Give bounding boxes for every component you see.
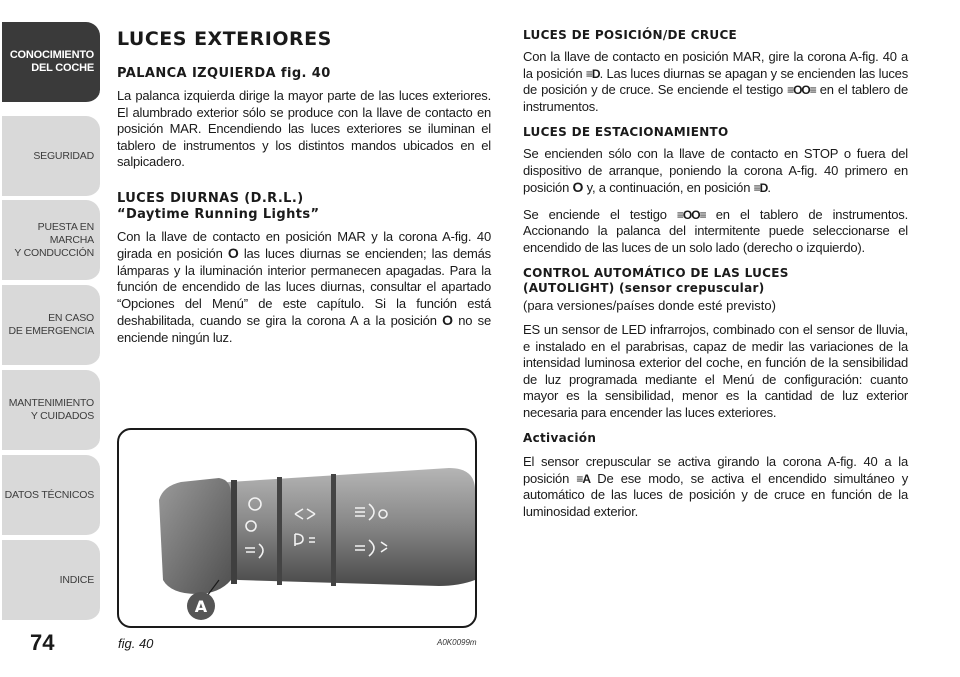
section-heading-posicion-cruce: LUCES DE POSICIÓN/DE CRUCE	[523, 28, 738, 42]
paragraph-estacionamiento-1: Se encienden sólo con la llave de contacto en STOP o fuera del dispositivo de arranque, poniendo la corona A-fig. 40 primero en posición O y, a continuación, en posición ≡D.	[523, 146, 908, 195]
tab-en-caso-de-emergencia[interactable]: EN CASO DE EMERGENCIA	[2, 285, 100, 367]
auto-light-icon: ≡A	[576, 471, 591, 486]
figure-left-lever	[117, 428, 477, 628]
ring-divider	[231, 480, 237, 584]
lever-tip	[159, 478, 231, 594]
off-position-symbol: O	[572, 179, 584, 195]
section-subheading-autolight: (AUTOLIGHT) (sensor crepuscular)	[523, 281, 765, 295]
paragraph-autolight: ES un sensor de LED infrarrojos, combinado con el sensor de lluvia, e instalado en el parabrisas, capaz de medir las variaciones de la intensidad luminosa exterior del coche, en función de la sensibilidad de luz programada mediante el Menú de configuración: cuanto mayor es la sensibilidad, menor es la cantidad de luz exterior necesaria para encender las luces exteriores.	[523, 322, 908, 420]
section-heading-palanca: PALANCA IZQUIERDA fig. 40	[117, 66, 331, 81]
paragraph-palanca: La palanca izquierda dirige la mayor parte de las luces exteriores. El alumbrado exterior sólo se produce con la llave de contacto en posición MAR. Encendiendo las luces exteriores se iluminan el tablero de instrumentos y los distintos mandos ubicados en el salpicadero.	[117, 88, 491, 169]
paragraph-activacion: El sensor crepuscular se activa girando la corona A-fig. 40 a la posición ≡A De ese modo, se activa el encendido simultáneo y automático de las luces de posición y de cruce en función de la luminosidad exterior.	[523, 454, 909, 519]
section-subheading-drl: “Daytime Running Lights”	[117, 206, 320, 222]
tab-indice[interactable]: INDICE	[2, 540, 100, 622]
paragraph-estacionamiento-2: Se enciende el testigo ≡OO≡ en el tablero de instrumentos. Accionando la palanca del intermitente puede seleccionarse el encendido de las luces de un solo lado (derecho o izquierdo).	[523, 206, 908, 255]
tab-datos-tecnicos[interactable]: DATOS TÉCNICOS	[2, 455, 100, 537]
tab-conocimiento-del-coche[interactable]: CONOCIMIENTO DEL COCHE	[2, 22, 100, 104]
lever-illustration	[119, 430, 475, 626]
section-heading-estacionamiento: LUCES DE ESTACIONAMIENTO	[523, 125, 729, 139]
ring-divider	[277, 477, 282, 585]
position-lights-warning-icon: ≡OO≡	[787, 83, 816, 97]
paragraph-posicion-cruce: Con la llave de contacto en posición MAR, gire la corona A-fig. 40 a la posición ≡D. Las luces diurnas se apagan y se encienden las luces de posición y de cruce. Se enciende el testigo ≡OO≡ en el tablero de instrumentos.	[523, 49, 908, 114]
section-heading-activacion: Activación	[523, 431, 597, 445]
figure-code: A0K0099m	[437, 638, 477, 647]
paragraph-drl: Con la llave de contacto en posición MAR y la corona A-fig. 40 girada en posición O las luces diurnas se encienden; las demás lámparas y la iluminación interior permanecen apagadas. Para la función de encendido de las luces diurnas, consultar el apartado “Opciones del Menú” de este capítulo. Si la función está deshabilitada, cuando se gira la corona A a la posición O no se enciende ningún luz.	[117, 228, 491, 345]
low-beam-position-icon: ≡D	[585, 66, 600, 81]
ring-divider	[331, 474, 336, 586]
off-position-symbol: O	[442, 312, 453, 328]
page-title: LUCES EXTERIORES	[117, 28, 332, 50]
low-beam-position-icon: ≡D	[753, 181, 768, 195]
right-column	[523, 28, 908, 530]
position-lights-warning-icon: ≡OO≡	[676, 207, 706, 222]
availability-note: (para versiones/países donde esté previsto)	[523, 298, 776, 313]
figure-caption: fig. 40	[118, 636, 154, 651]
page-number: 74	[30, 630, 55, 655]
section-heading-autolight: CONTROL AUTOMÁTICO DE LAS LUCES	[523, 266, 789, 280]
chapter-sidebar	[0, 0, 100, 640]
left-column	[117, 28, 491, 356]
tab-puesta-en-marcha[interactable]: PUESTA EN MARCHA Y CONDUCCIÓN	[2, 200, 100, 282]
tab-mantenimiento[interactable]: MANTENIMIENTO Y CUIDADOS	[2, 370, 100, 452]
off-position-symbol: O	[227, 245, 239, 261]
marker-a-label: A	[194, 597, 208, 616]
tab-seguridad[interactable]: SEGURIDAD	[2, 116, 100, 198]
section-heading-drl: LUCES DIURNAS (D.R.L.)	[117, 190, 304, 206]
